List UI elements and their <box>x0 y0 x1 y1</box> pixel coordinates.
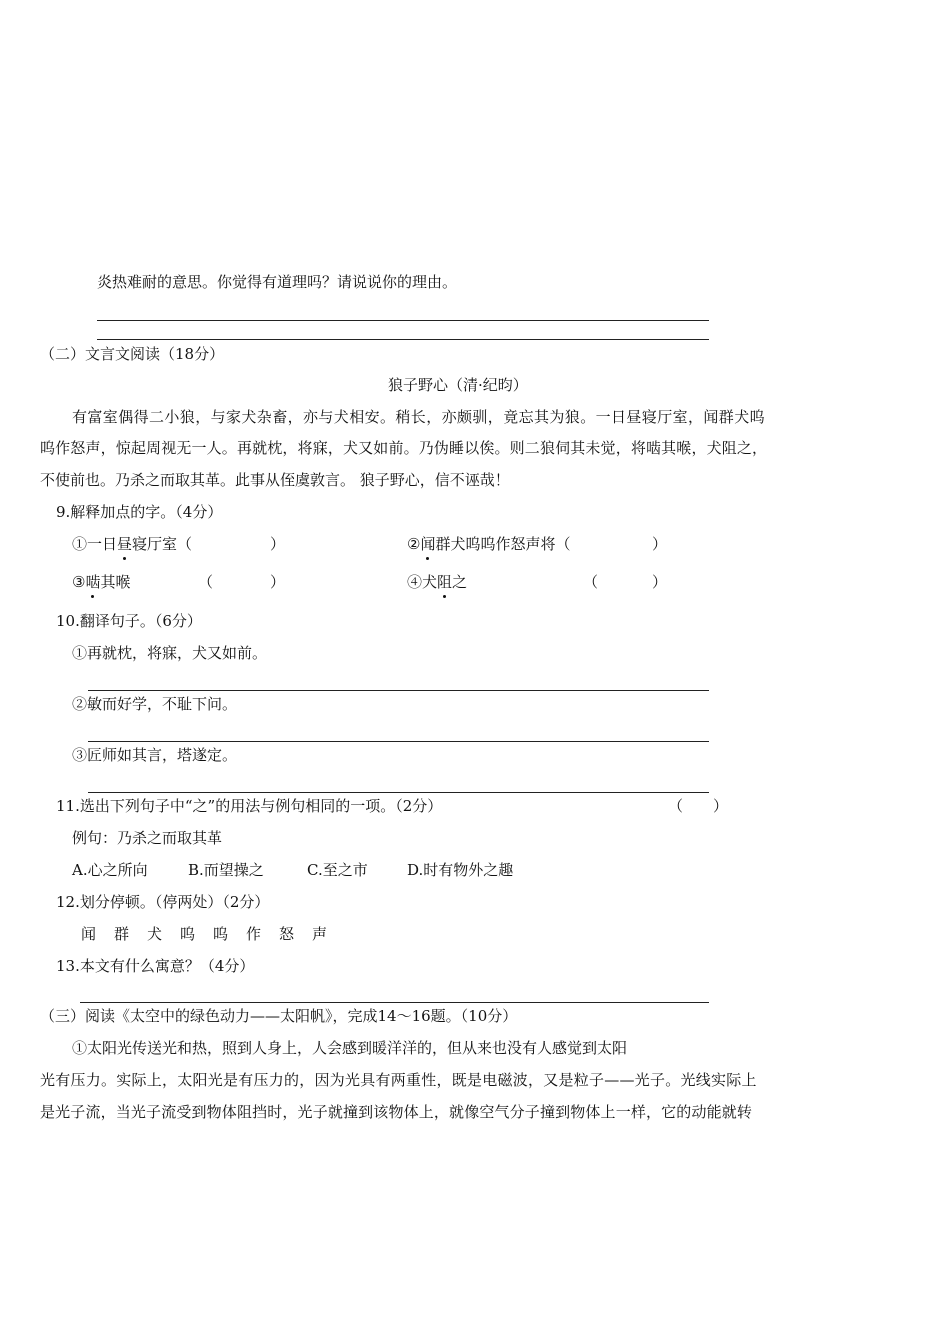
pause-char: 怒 <box>279 925 295 943</box>
pause-char: 作 <box>246 925 262 943</box>
answer-line[interactable] <box>88 690 709 691</box>
q11-option-b[interactable]: B.而望操之 <box>188 861 264 879</box>
answer-line[interactable] <box>97 320 709 321</box>
passage-line: ①太阳光传送光和热，照到人身上，人会感到暖洋洋的，但从来也没有人感觉到太阳 <box>72 1039 628 1057</box>
pause-char: 犬 <box>147 925 163 943</box>
passage-line: 是光子流，当光子流受到物体阻挡时，光子就撞到该物体上，就像空气分子撞到物体上一样，它的动能就转 <box>40 1103 753 1121</box>
q11-option-c[interactable]: C.至之市 <box>307 861 368 879</box>
q11-example: 例句：乃杀之而取其革 <box>72 829 223 847</box>
pause-char: 呜 <box>180 925 196 943</box>
pause-char: 闻 <box>81 925 97 943</box>
q9-answer-2-close[interactable]: ） <box>652 535 668 553</box>
translate-sentence-3: ③匠师如其言，塔遂定。 <box>72 746 238 764</box>
pause-char: 声 <box>312 925 328 943</box>
q9-answer-1-close[interactable]: ） <box>270 535 286 553</box>
dotted-char: 昼 <box>117 535 133 553</box>
q9-answer-4-open[interactable]: （ <box>583 573 599 591</box>
dotted-char: 闻 <box>420 535 436 553</box>
dotted-char: 阻 <box>437 573 453 591</box>
passage-line: 光有压力。实际上，太阳光是有压力的，因为光具有两重性，既是电磁波，又是粒子——光子。光线实际上 <box>40 1071 757 1089</box>
continuation-text: 炎热难耐的意思。你觉得有道理吗？请说说你的理由。 <box>97 273 458 291</box>
question-9-stem: 9.解释加点的字。（4分） <box>56 503 223 521</box>
translate-sentence-2: ②敏而好学，不耻下问。 <box>72 695 238 713</box>
q9-answer-3-close[interactable]: ） <box>270 573 286 591</box>
q9-item-1: ①一日昼寝厅室（ <box>72 535 193 553</box>
section-heading: （三）阅读《太空中的绿色动力——太阳帆》，完成14～16题。（10分） <box>40 1007 518 1025</box>
passage-line: 有富室偶得二小狼，与家犬杂畜，亦与犬相安。稍长，亦颇驯，竟忘其为狼。一日昼寝厅室，闻群犬呜 <box>72 408 766 426</box>
translate-sentence-1: ①再就枕，将寐，犬又如前。 <box>72 644 268 662</box>
answer-line[interactable] <box>88 741 709 742</box>
pause-char: 群 <box>114 925 130 943</box>
passage-line: 不使前也。乃杀之而取其革。此事从侄虞敦言。 狼子野心，信不诬哉！ <box>40 471 510 489</box>
q9-answer-3-open[interactable]: （ <box>198 573 214 591</box>
q9-item-2: ②闻群犬呜呜作怒声将（ <box>407 535 571 553</box>
answer-line[interactable] <box>88 792 709 793</box>
question-12-stem: 12.划分停顿。（停两处）（2分） <box>56 893 270 911</box>
q11-answer-bracket[interactable]: （ ） <box>668 797 729 815</box>
pause-char: 呜 <box>213 925 229 943</box>
question-10-stem: 10.翻译句子。（6分） <box>56 612 202 630</box>
question-13-stem: 13.本文有什么寓意？（4分） <box>56 957 255 975</box>
answer-line[interactable] <box>80 1002 709 1003</box>
q11-option-d[interactable]: D.时有物外之趣 <box>407 861 514 879</box>
q9-item-4: ④犬阻之 <box>407 573 468 591</box>
q9-answer-4-close[interactable]: ） <box>652 573 668 591</box>
section-heading: （二）文言文阅读（18分） <box>40 345 225 363</box>
passage-title: 狼子野心（清·纪昀） <box>388 376 528 394</box>
pause-characters[interactable] <box>81 924 345 944</box>
answer-line[interactable] <box>97 339 709 340</box>
q11-option-a[interactable]: A.心之所向 <box>72 861 148 879</box>
passage-line: 呜作怒声，惊起周视无一人。再就枕，将寐，犬又如前。乃伪睡以俟。则二狼伺其未觉，将啮其喉，犬阻之， <box>40 439 768 457</box>
question-11-stem: 11.选出下列句子中“之”的用法与例句相同的一项。（2分） <box>56 797 443 815</box>
dotted-char: 啮 <box>85 573 101 591</box>
q9-item-3: ③啮其喉 <box>72 573 131 591</box>
